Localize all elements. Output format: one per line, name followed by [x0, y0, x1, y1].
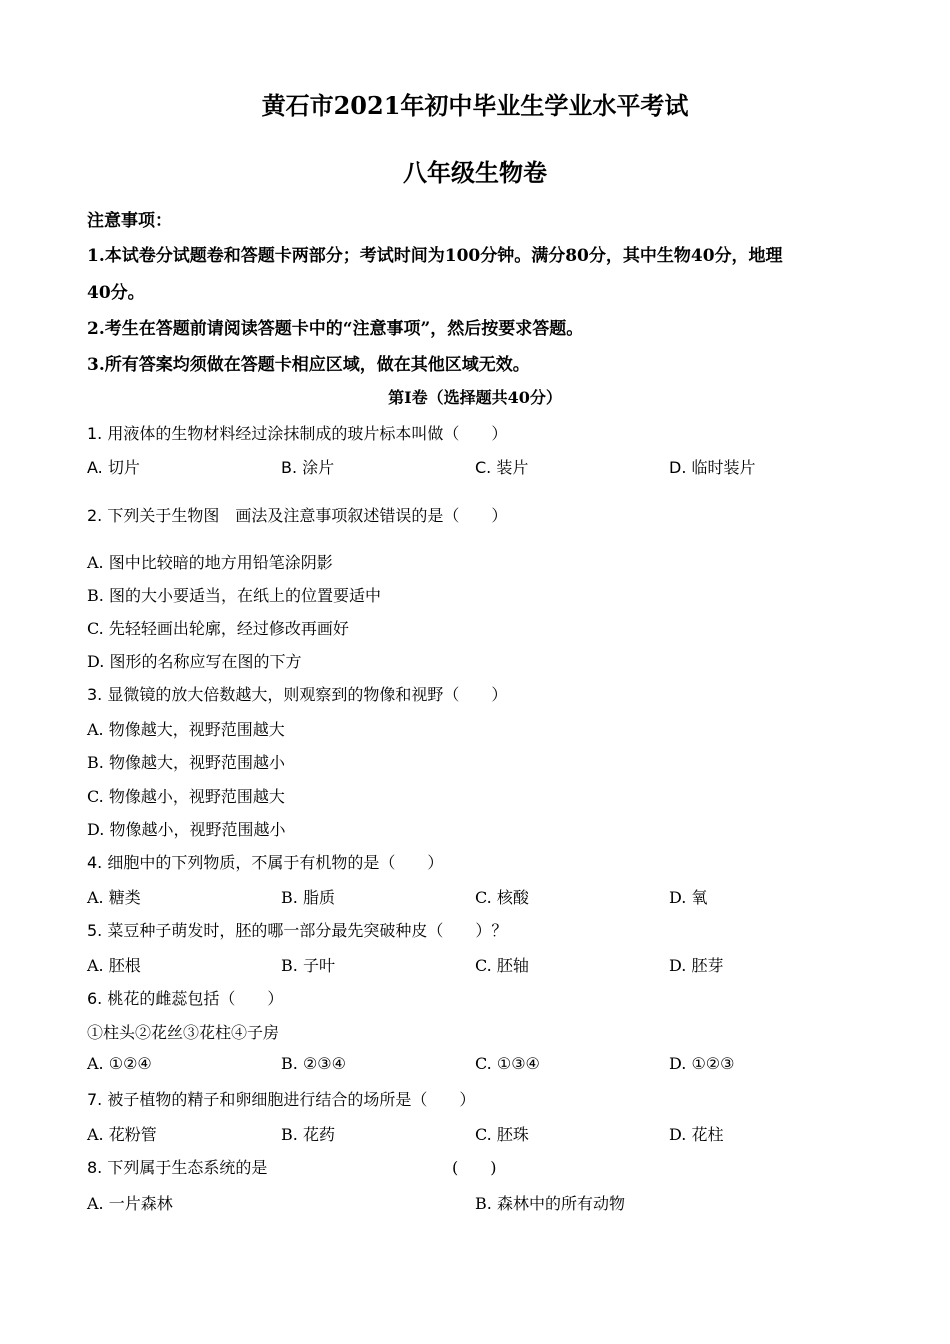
- question-number: 5.: [87, 921, 103, 940]
- option-letter: C.: [475, 458, 492, 477]
- q7-option-b: [281, 1122, 335, 1145]
- q6-option-b: [281, 1054, 346, 1073]
- option-text: 胚珠: [496, 1125, 529, 1144]
- question-6: [87, 986, 283, 1009]
- option-text: 核酸: [496, 888, 529, 907]
- option-text: 一片森林: [108, 1194, 173, 1213]
- option-letter: B.: [281, 956, 298, 975]
- exam-subtitle: 八年级生物卷: [403, 158, 547, 187]
- option-letter: D.: [669, 458, 687, 477]
- question-7: [87, 1087, 475, 1110]
- option-text: 物像越大，视野范围越小: [108, 753, 285, 772]
- q3-option-b: [87, 750, 285, 773]
- exam-title: 黄石市2021年初中毕业生学业水平考试: [261, 91, 689, 120]
- option-letter: D.: [87, 652, 105, 671]
- notice-item-2: 2.考生在答题前请阅读答题卡中的“注意事项”，然后按要求答题。: [87, 319, 584, 339]
- option-text: 花药: [302, 1125, 335, 1144]
- q4-option-b: [281, 885, 335, 908]
- q4-option-c: [475, 885, 529, 908]
- option-text: 临时装片: [691, 458, 756, 477]
- option-letter: C.: [475, 1125, 492, 1144]
- option-letter: B.: [87, 586, 104, 605]
- option-text: 物像越小，视野范围越小: [109, 820, 286, 839]
- option-letter: B.: [281, 1054, 298, 1073]
- question-text: 用液体的生物材料经过涂抹制成的玻片标本叫做（ ）: [107, 424, 508, 443]
- option-letter: D.: [87, 820, 105, 839]
- q1-option-a: [87, 455, 140, 478]
- option-letter: B.: [281, 458, 298, 477]
- q8-option-b: [475, 1191, 625, 1214]
- q4-option-d: [669, 885, 707, 908]
- option-letter: B.: [475, 1194, 492, 1213]
- option-text: 花柱: [691, 1125, 724, 1144]
- q6-option-c: [475, 1054, 540, 1073]
- option-text: 氧: [691, 888, 708, 907]
- question-text: 下列属于生态系统的是: [107, 1158, 268, 1177]
- option-text: 图的大小要适当，在纸上的位置要适中: [108, 586, 381, 605]
- q5-option-c: [475, 953, 529, 976]
- option-text: 先轻轻画出轮廓，经过修改再画好: [108, 619, 349, 638]
- q1-option-d: [669, 455, 756, 478]
- q3-option-a: [87, 717, 285, 740]
- q2-option-b: [87, 583, 381, 606]
- q2-option-a: [87, 550, 333, 573]
- option-letter: A.: [87, 1054, 104, 1073]
- question-text: 被子植物的精子和卵细胞进行结合的场所是（ ）: [107, 1090, 476, 1109]
- q5-option-d: [669, 953, 723, 976]
- option-text: ①②④: [108, 1054, 152, 1073]
- option-letter: A.: [87, 1194, 104, 1213]
- question-number: 4.: [87, 853, 103, 872]
- q4-option-a: [87, 885, 141, 908]
- option-letter: A.: [87, 720, 104, 739]
- question-text: 桃花的雌蕊包括（ ）: [107, 989, 284, 1008]
- notice-heading: 注意事项：: [87, 211, 172, 231]
- question-text: 显微镜的放大倍数越大，则观察到的物像和视野（ ）: [107, 685, 508, 704]
- q3-option-c: [87, 784, 285, 807]
- option-text: 物像越小，视野范围越大: [108, 787, 285, 806]
- q8-answer-paren: ( ): [452, 1158, 497, 1177]
- question-2: [87, 503, 507, 526]
- option-letter: D.: [669, 888, 687, 907]
- option-letter: C.: [475, 956, 492, 975]
- question-number: 3.: [87, 685, 103, 704]
- option-text: 脂质: [302, 888, 335, 907]
- option-letter: C.: [87, 619, 104, 638]
- notice-item-1: 1.本试卷分试题卷和答题卡两部分；考试时间为100分钟。满分80分，其中生物40分，地理: [87, 246, 783, 266]
- question-5: [87, 918, 507, 941]
- q1-option-c: [475, 455, 528, 478]
- notice-item-1-cont: 40分。: [87, 283, 145, 303]
- q7-option-d: [669, 1122, 723, 1145]
- option-letter: B.: [281, 1125, 298, 1144]
- option-letter: A.: [87, 888, 104, 907]
- section-title: 第Ⅰ卷（选择题共40分）: [388, 388, 562, 407]
- option-text: 图中比较暗的地方用铅笔涂阴影: [108, 553, 333, 572]
- option-letter: D.: [669, 956, 687, 975]
- question-3: [87, 682, 507, 705]
- option-letter: A.: [87, 553, 104, 572]
- question-4: [87, 850, 443, 873]
- option-text: 子叶: [302, 956, 335, 975]
- option-text: 胚轴: [496, 956, 529, 975]
- option-text: ①③④: [496, 1054, 540, 1073]
- option-text: 胚芽: [691, 956, 724, 975]
- question-text: 菜豆种子萌发时，胚的哪一部分最先突破种皮（ ）？: [107, 921, 508, 940]
- option-letter: C.: [475, 1054, 492, 1073]
- option-letter: C.: [87, 787, 104, 806]
- option-letter: D.: [669, 1054, 687, 1073]
- option-text: 涂片: [302, 458, 335, 477]
- option-letter: A.: [87, 458, 103, 477]
- option-letter: D.: [669, 1125, 687, 1144]
- question-1: [87, 421, 507, 444]
- q2-option-c: [87, 616, 349, 639]
- question-text: 细胞中的下列物质，不属于有机物的是（ ）: [107, 853, 444, 872]
- option-text: 胚根: [108, 956, 141, 975]
- option-text: 花粉管: [108, 1125, 157, 1144]
- option-text: ①②③: [691, 1054, 735, 1073]
- q3-option-d: [87, 817, 285, 840]
- question-number: 2.: [87, 506, 103, 525]
- option-text: 图形的名称应写在图的下方: [109, 652, 302, 671]
- question-number: 1.: [87, 424, 103, 443]
- q6-option-d: [669, 1054, 734, 1073]
- question-number: 7.: [87, 1090, 103, 1109]
- question-text: 下列关于生物图 画法及注意事项叙述错误的是（ ）: [107, 506, 508, 525]
- notice-item-3: 3.所有答案均须做在答题卡相应区域，做在其他区域无效。: [87, 355, 530, 375]
- q5-option-b: [281, 953, 335, 976]
- q1-option-b: [281, 455, 334, 478]
- option-letter: B.: [281, 888, 298, 907]
- q2-option-d: [87, 649, 301, 672]
- option-letter: C.: [475, 888, 492, 907]
- option-text: 糖类: [108, 888, 141, 907]
- q7-option-a: [87, 1122, 157, 1145]
- option-letter: B.: [87, 753, 104, 772]
- option-text: 切片: [107, 458, 140, 477]
- question-number: 8.: [87, 1158, 103, 1177]
- option-text: 装片: [496, 458, 529, 477]
- question-8: [87, 1155, 267, 1178]
- option-letter: A.: [87, 956, 104, 975]
- question-number: 6.: [87, 989, 103, 1008]
- q7-option-c: [475, 1122, 529, 1145]
- option-text: 物像越大，视野范围越大: [108, 720, 285, 739]
- q8-option-a: [87, 1191, 173, 1214]
- q6-subtext: ①柱头②花丝③花柱④子房: [87, 1023, 280, 1042]
- option-text: 森林中的所有动物: [496, 1194, 625, 1213]
- q6-option-a: [87, 1054, 152, 1073]
- option-letter: A.: [87, 1125, 104, 1144]
- option-text: ②③④: [302, 1054, 346, 1073]
- q5-option-a: [87, 953, 141, 976]
